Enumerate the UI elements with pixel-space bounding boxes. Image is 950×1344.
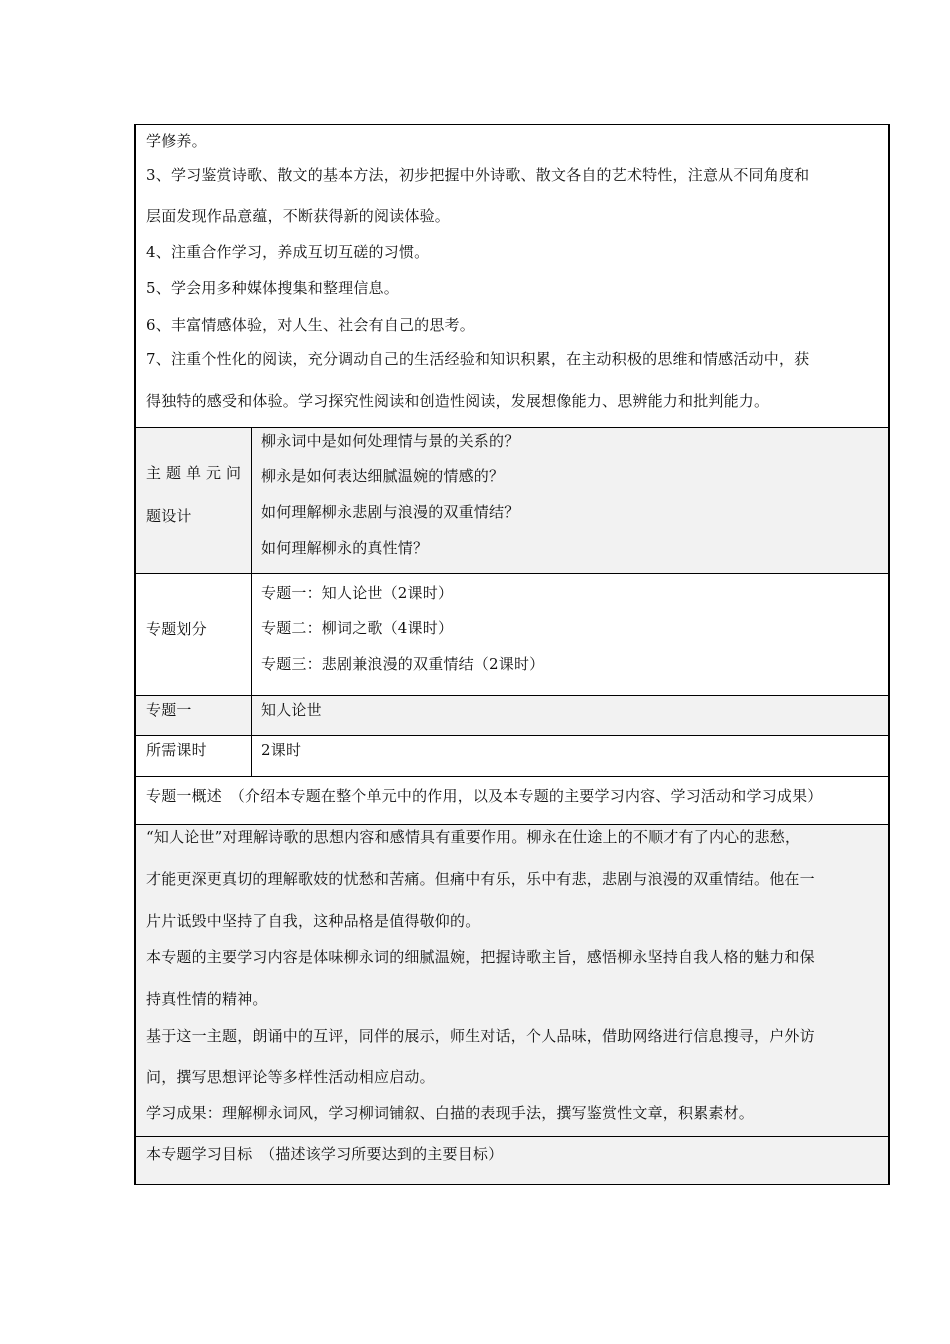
- row-divider: [136, 776, 888, 777]
- objective-line: 得独特的感受和体验。学习探究性阅读和创造性阅读，发展想像能力、思辨能力和批判能力。: [146, 392, 770, 410]
- topic-one-row: [136, 695, 888, 735]
- topic-division-label: 专题划分: [146, 620, 207, 638]
- question-item: 柳永是如何表达细腻温婉的情感的？: [261, 467, 505, 485]
- overview-line: 本专题的主要学习内容是体味柳永词的细腻温婉，把握诗歌主旨，感悟柳永坚持自我人格的魅力和保: [146, 948, 815, 966]
- row-divider: [136, 735, 888, 736]
- question-item: 如何理解柳永的真性情？: [261, 539, 429, 557]
- objective-line: 6、丰富情感体验，对人生、社会有自己的思考。: [146, 316, 475, 334]
- overview-line: “知人论世”对理解诗歌的思想内容和感情具有重要作用。柳永在仕途上的不顺才有了内心的悲愁，: [146, 828, 801, 846]
- overview-line: 持真性情的精神。: [146, 990, 268, 1008]
- overview-header: 专题一概述 （介绍本专题在整个单元中的作用，以及本专题的主要学习内容、学习活动和学习成果）: [146, 787, 823, 805]
- overview-line: 片片诋毁中坚持了自我，这种品格是值得敬仰的。: [146, 912, 481, 930]
- topic-item: 专题一：知人论世（2课时）: [261, 584, 454, 602]
- objectives-cell: [136, 125, 888, 427]
- topic-one-label: 专题一: [146, 701, 192, 719]
- overview-header-row: [136, 776, 888, 824]
- row-divider: [136, 573, 888, 574]
- row-divider: [136, 824, 888, 825]
- topic-one-value: 知人论世: [261, 701, 322, 719]
- goals-header: 本专题学习目标 （描述该学习所要达到的主要目标）: [146, 1145, 504, 1163]
- objective-line: 学修养。: [146, 132, 207, 150]
- objective-line: 层面发现作品意蕴，不断获得新的阅读体验。: [146, 207, 451, 225]
- row-divider: [136, 1136, 888, 1137]
- goals-header-row: [136, 1136, 888, 1184]
- row-divider: [136, 695, 888, 696]
- column-divider: [251, 427, 252, 776]
- objective-line: 4、注重合作学习，养成互切互磋的习惯。: [146, 243, 430, 261]
- hours-value: 2课时: [261, 741, 302, 759]
- objective-line: 5、学会用多种媒体搜集和整理信息。: [146, 279, 399, 297]
- overview-line: 才能更深更真切的理解歌妓的忧愁和苦痛。但痛中有乐，乐中有悲，悲剧与浪漫的双重情结。他在一: [146, 870, 815, 888]
- question-design-label: 主题单元问: [146, 464, 247, 482]
- topic-item: 专题二：柳词之歌（4课时）: [261, 619, 454, 637]
- question-item: 柳永词中是如何处理情与景的关系的？: [261, 432, 520, 450]
- overview-line: 基于这一主题，朗诵中的互评，同伴的展示，师生对话，个人品味，借助网络进行信息搜寻，户外访: [146, 1027, 815, 1045]
- overview-line: 问，撰写思想评论等多样性活动相应启动。: [146, 1068, 435, 1086]
- objective-line: 3、学习鉴赏诗歌、散文的基本方法，初步把握中外诗歌、散文各自的艺术特性，注意从不同角度和: [146, 166, 810, 184]
- question-design-row: [136, 427, 888, 573]
- objective-line: 7、注重个性化的阅读，充分调动自己的生活经验和知识积累，在主动积极的思维和情感活动中，获: [146, 350, 810, 368]
- overview-line: 学习成果：理解柳永词风，学习柳词铺叙、白描的表现手法，撰写鉴赏性文章，积累素材。: [146, 1104, 755, 1122]
- question-item: 如何理解柳永悲剧与浪漫的双重情结？: [261, 503, 520, 521]
- topic-item: 专题三：悲剧兼浪漫的双重情结（2课时）: [261, 655, 545, 673]
- question-design-label: 题设计: [146, 507, 192, 525]
- topic-division-row: [136, 573, 888, 695]
- hours-label: 所需课时: [146, 741, 207, 759]
- overview-content: [136, 824, 888, 1136]
- hours-row: [136, 735, 888, 776]
- plan-table: [134, 124, 890, 1185]
- row-divider: [136, 427, 888, 428]
